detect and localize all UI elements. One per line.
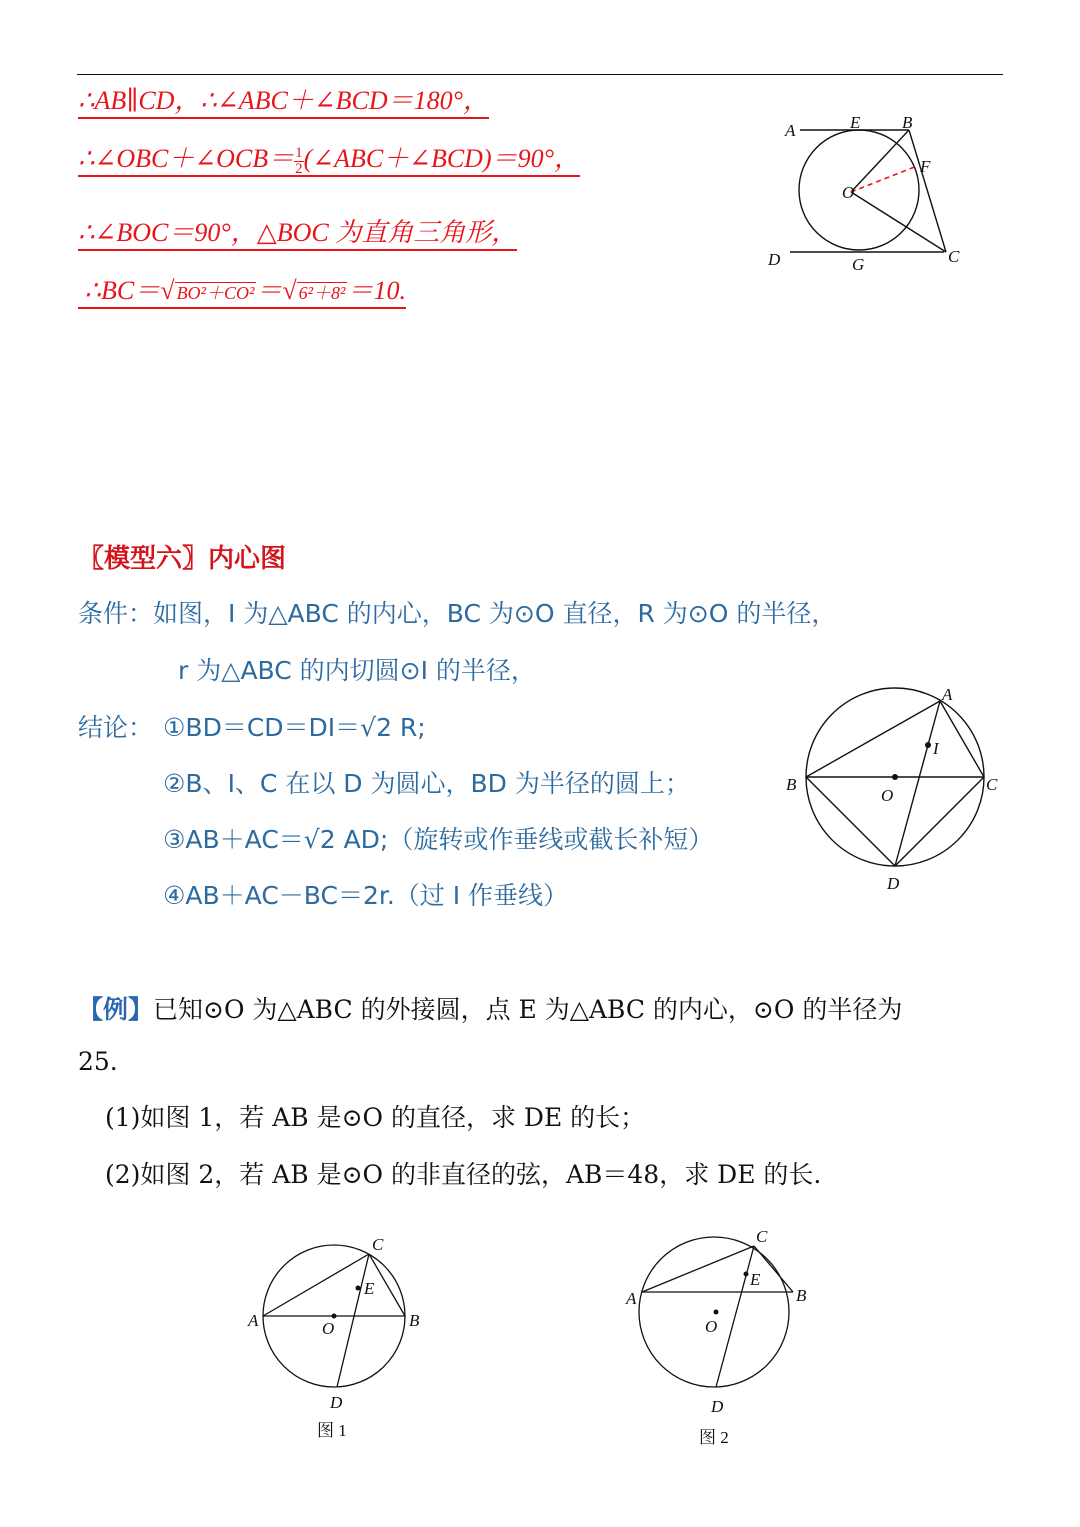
label-b: B [902, 113, 913, 132]
solution-line-2: ∴∠OBC＋∠OCB＝ $\frac{1}{2}$ (∠ABC＋∠BCD)＝90°， [78, 144, 581, 177]
example-tag: 【例】 [78, 995, 154, 1024]
figure-2-caption: 图 2 [699, 1428, 729, 1447]
label-e: E [850, 113, 861, 132]
solution-line-3: ∴∠BOC＝90°，△BOC 为直角三角形， [78, 212, 517, 249]
point-e [744, 1272, 749, 1277]
label-a: A [942, 685, 953, 704]
label-o: O [842, 183, 855, 202]
label-b: B [786, 775, 797, 794]
solution-line-1: ∴AB∥CD，∴∠ABC＋∠BCD＝180°， [78, 80, 489, 117]
label-c: C [756, 1227, 768, 1246]
fraction-half: $\frac{1}{2}$ [295, 144, 303, 177]
conclusion-3: ③AB＋AC＝√2 AD;（旋转或作垂线或截长补短） [163, 825, 714, 854]
label-o: O [881, 786, 894, 805]
label-b: B [796, 1286, 807, 1305]
conclusion-4: ④AB＋AC－BC＝2r.（过 I 作垂线） [163, 881, 569, 910]
label-f: F [920, 157, 931, 176]
label-a: A [248, 1311, 259, 1330]
example-stem-2: 25. [78, 1047, 118, 1076]
label-a: A [785, 121, 796, 140]
model-title: 〖模型六〗内心图 [78, 544, 287, 574]
question-2: (2)如图 2，若 AB 是⊙O 的非直径的弦，AB＝48，求 DE 的长. [105, 1160, 822, 1189]
label-c: C [986, 775, 998, 794]
example-stem-1: 【例】已知⊙O 为△ABC 的外接圆，点 E 为△ABC 的内心，⊙O 的半径为 [78, 995, 903, 1024]
sqrt-6-8: 6²＋8² [298, 283, 346, 303]
line-cd [716, 1246, 754, 1387]
conclusion-1: ①BD＝CD＝DI＝√2 R; [163, 713, 426, 742]
label-i: I [933, 739, 939, 758]
condition-line-1: 条件：如图，I 为△ABC 的内心，BC 为⊙O 直径，R 为⊙O 的半径， [78, 599, 837, 628]
line-ac [642, 1246, 754, 1292]
label-d: D [887, 874, 900, 893]
label-o: O [705, 1317, 718, 1336]
label-b: B [409, 1311, 420, 1330]
label-c: C [948, 247, 960, 266]
question-1: (1)如图 1，若 AB 是⊙O 的直径，求 DE 的长； [105, 1103, 646, 1132]
label-a: A [626, 1289, 637, 1308]
label-d: D [711, 1397, 724, 1416]
label-g: G [852, 255, 865, 274]
label-c: C [372, 1235, 384, 1254]
point-o [714, 1310, 719, 1315]
figure-1-caption: 图 1 [317, 1421, 347, 1440]
conclusion-label: 结论： [78, 713, 154, 742]
label-e: E [750, 1270, 761, 1289]
condition-line-2: r 为△ABC 的内切圆⊙I 的半径， [178, 656, 536, 685]
conclusion-2: ②B、I、C 在以 D 为圆心，BD 为半径的圆上； [163, 769, 690, 798]
solution-line-4: ∴BC＝√ BO²＋CO²＝√ 6²＋8²＝10. [78, 270, 406, 307]
sqrt-bo-co: BO²＋CO² [176, 283, 255, 303]
label-d: D [330, 1393, 343, 1412]
label-e: E [364, 1279, 375, 1298]
label-d: D [768, 250, 781, 269]
label-o: O [322, 1319, 335, 1338]
